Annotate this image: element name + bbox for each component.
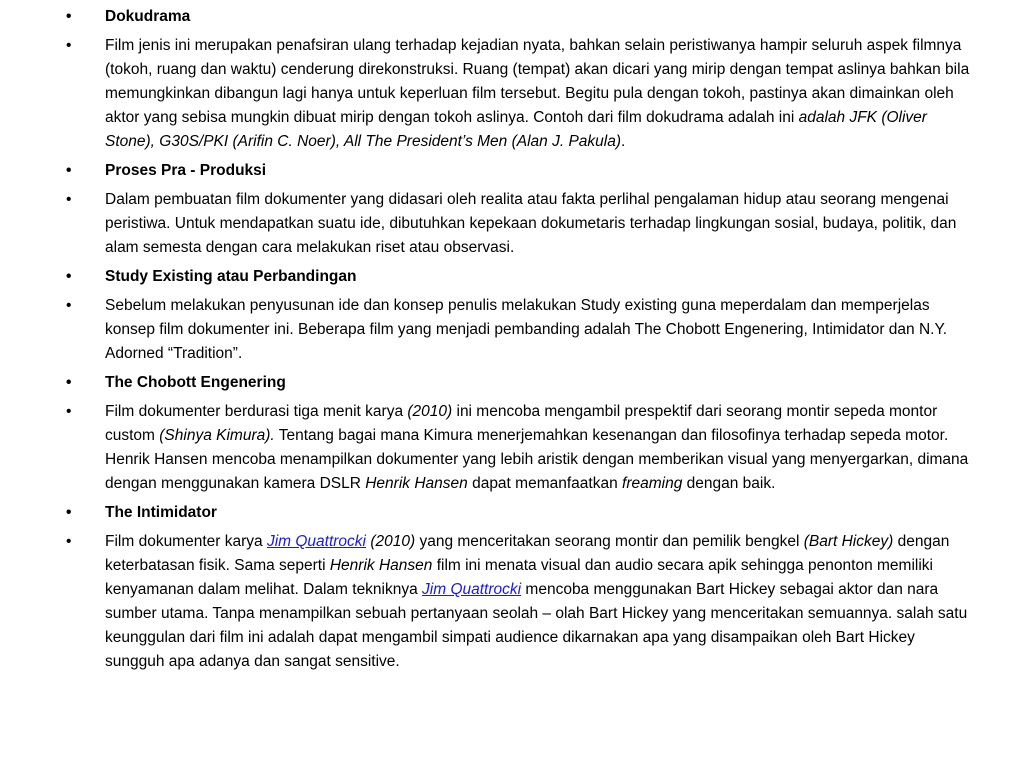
text-segment: Film jenis ini merupakan penafsiran ulang terhadap kejadian nyata, bahkan selain peristiwanya hampir seluruh aspek filmnya (tokoh, ruang dan waktu) cenderung direkonstruksi. Ruang (tempat) akan dicari yang mirip dengan tempat aslinya bahkan bila memungkinkan dibangun lagi hanya untuk keperluan film tersebut. Begitu pula dengan tokoh, pastinya akan dimainkan oleh aktor yang sebisa mungkin dibuat mirip dengan tokoh aslinya. Contoh dari film dokudrama adalah ini <box>105 37 970 126</box>
author-link[interactable]: Jim Quattrocki <box>422 581 522 598</box>
section-heading-text: The Intimidator <box>105 504 217 521</box>
text-segment: Dalam pembuatan film dokumenter yang didasari oleh realita atau fakta perlihal pengalaman hidup atau seorang mengenai peristiwa. Untuk mendapatkan suatu ide, dibutuhkan kepekaan dokumetaris terhadap lingkungan sosial, budaya, politik, dan alam semesta dengan cara melakukan riset atau observasi. <box>105 191 957 256</box>
section-heading <box>66 5 976 29</box>
text-segment: dapat memanfaatkan <box>467 475 623 492</box>
bullet-icon: • <box>66 37 72 54</box>
italic-text: Henrik Hansen <box>329 557 433 574</box>
italic-text: (2010) <box>370 533 416 550</box>
text-segment: ini mencoba mengambil prespektif dari seorang montir sepeda montor custom <box>105 403 938 444</box>
paragraph <box>66 188 976 260</box>
bullet-icon: • <box>66 162 72 179</box>
bullet-icon: • <box>66 403 72 420</box>
italic-text: adalah JFK (Oliver Stone), G30S/PKI (Arifin C. Noer), All The President’s Men (Alan J. Pakula) <box>105 109 927 150</box>
italic-text: (Shinya Kimura). <box>159 427 275 444</box>
text-segment: Film dokumenter berdurasi tiga menit karya <box>105 403 408 420</box>
paragraph <box>66 34 976 154</box>
paragraph-text <box>105 191 956 256</box>
section-heading-text: Study Existing atau Perbandingan <box>105 268 357 285</box>
bullet-icon: • <box>66 297 72 314</box>
section-heading-text: The Chobott Engenering <box>105 374 286 391</box>
italic-text: freaming <box>622 475 683 492</box>
author-link[interactable]: Jim Quattrocki <box>266 533 367 550</box>
bullet-icon: • <box>66 8 72 25</box>
bullet-list <box>66 5 976 679</box>
text-segment: dengan baik. <box>682 475 776 492</box>
text-segment: mencoba menggunakan Bart Hickey sebagai aktor dan nara sumber utama. Tanpa menampilkan sebuah pertanyaan seolah – olah Bart Hickey yang menceritakan semuannya. salah satu keunggulan dari film ini adalah dapat mengambil simpati audience dikarnakan apa yang disampaikan oleh Bart Hickey sungguh apa adanya dan sangat sensitive. <box>105 581 968 670</box>
section-heading <box>66 159 976 183</box>
section-heading-text: Dokudrama <box>105 8 191 25</box>
bullet-icon: • <box>66 533 72 550</box>
bullet-icon: • <box>66 374 72 391</box>
text-segment: yang menceritakan seorang montir dan pemilik bengkel <box>415 533 804 550</box>
bullet-icon: • <box>66 504 72 521</box>
italic-text: (Bart Hickey) <box>803 533 894 550</box>
section-heading <box>66 265 976 289</box>
paragraph <box>66 294 976 366</box>
text-segment: film ini menata visual dan audio secara apik sehingga penonton memiliki kenyamanan dalam melihat. Dalam tekniknya <box>105 557 933 598</box>
text-segment: Tentang bagai mana Kimura menerjemahkan kesenangan dan filosofinya terhadap sepeda motor. Henrik Hansen mencoba menampilkan dokumenter yang lebih aristik dengan memberikan visual yang menyergarkan, dimana dengan menggunakan kamera DSLR <box>105 427 969 492</box>
italic-text: Henrik Hansen <box>365 475 468 492</box>
paragraph-text <box>105 297 947 362</box>
paragraph-text <box>105 533 967 670</box>
bullet-icon: • <box>66 268 72 285</box>
paragraph <box>66 530 976 674</box>
text-segment: Film dokumenter karya <box>105 533 267 550</box>
text-segment: dengan keterbatasan fisik. Sama seperti <box>105 533 950 574</box>
text-segment: Sebelum melakukan penyusunan ide dan konsep penulis melakukan Study existing guna meperdalam dan memperjelas konsep film dokumenter ini. Beberapa film yang menjadi pembanding adalah The Chobott Engenering, Intimidator dan N.Y. Adorned “Tradition”. <box>105 297 948 362</box>
section-heading-text: Proses Pra - Produksi <box>105 162 267 179</box>
paragraph-text <box>105 37 969 150</box>
paragraph <box>66 400 976 496</box>
text-segment: . <box>621 133 626 150</box>
italic-text: (2010) <box>407 403 453 420</box>
paragraph-text <box>105 403 968 492</box>
section-heading <box>66 371 976 395</box>
bullet-icon: • <box>66 191 72 208</box>
section-heading <box>66 501 976 525</box>
